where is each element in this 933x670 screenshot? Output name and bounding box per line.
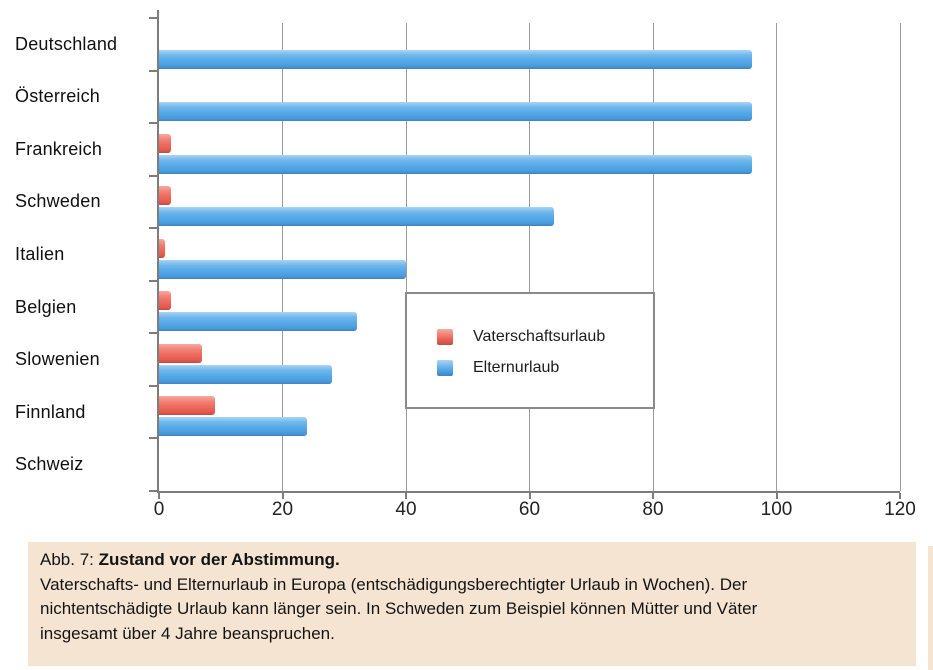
- vaterschaftsurlaub-bar-frankreich: [159, 134, 171, 153]
- legend: [405, 292, 655, 409]
- vaterschaftsurlaub-bar-finnland: [159, 396, 215, 415]
- legend-swatch-icon: [437, 360, 453, 376]
- legend-swatch-icon: [437, 329, 453, 345]
- y-axis-tick: [149, 385, 157, 387]
- elternurlaub-bar-finnland: [159, 417, 307, 436]
- bar-group: [159, 239, 900, 279]
- elternurlaub-bar-italien: [159, 260, 406, 279]
- category-label-slowenien: Slowenien: [15, 349, 100, 370]
- x-tick-label-40: 40: [395, 499, 417, 520]
- category-label-belgien: Belgien: [15, 296, 77, 317]
- caption-heading: [40, 548, 904, 573]
- vaterschaftsurlaub-bar-schweden: [159, 186, 171, 205]
- vaterschaftsurlaub-bar-slowenien: [159, 344, 202, 363]
- elternurlaub-bar-slowenien: [159, 365, 332, 384]
- category-label-frankreich: Frankreich: [15, 138, 103, 159]
- x-tick-label-100: 100: [760, 499, 793, 520]
- caption-line: Vaterschafts- und Elternurlaub in Europa (entschädigungsberechtigter Urlaub in Wochen). Der: [40, 574, 748, 594]
- x-tick-label-20: 20: [271, 499, 294, 520]
- y-axis-labels: [0, 18, 150, 491]
- y-axis-tick: [149, 70, 157, 72]
- category-label-österreich: Österreich: [15, 86, 101, 107]
- category-label-italien: Italien: [15, 243, 65, 264]
- y-axis-tick: [149, 490, 157, 492]
- elternurlaub-bar-frankreich: [159, 155, 752, 174]
- caption-line: insgesamt über 4 Jahre beanspruchen.: [40, 623, 335, 643]
- y-axis-tick: [149, 227, 157, 229]
- bar-group: [159, 134, 900, 174]
- elternurlaub-bar-schweden: [159, 207, 554, 226]
- x-tick-label-60: 60: [518, 499, 541, 520]
- vaterschaftsurlaub-bar-italien: [159, 239, 165, 258]
- category-label-schweiz: Schweiz: [15, 454, 84, 475]
- category-label-schweden: Schweden: [15, 191, 101, 212]
- bar-row-italien: [159, 228, 900, 281]
- legend-label: Vaterschaftsurlaub: [473, 328, 606, 345]
- bar-group: [159, 102, 900, 121]
- y-axis-tick: [149, 175, 157, 177]
- caption-title: Zustand vor der Abstimmung.: [98, 550, 340, 569]
- decorative-strip: [928, 546, 933, 670]
- bar-row-österreich: [159, 71, 900, 124]
- bar-group: [159, 186, 900, 226]
- legend-item-0: [437, 328, 653, 346]
- caption-box: [28, 542, 916, 666]
- bar-group: [159, 50, 900, 69]
- legend-item-1: [437, 359, 653, 377]
- caption-line: nichtentschädigte Urlaub kann länger sein. In Schweden zum Beispiel können Mütter und Väter: [40, 599, 758, 618]
- category-label-deutschland: Deutschland: [15, 33, 118, 54]
- bar-row-schweiz: [159, 438, 900, 491]
- x-tick-label-0: 0: [153, 499, 165, 520]
- elternurlaub-bar-österreich: [159, 102, 752, 121]
- vaterschaftsurlaub-bar-belgien: [159, 291, 171, 310]
- y-axis-tick: [149, 17, 157, 19]
- y-axis-tick: [149, 332, 157, 334]
- x-tick-label-80: 80: [642, 499, 664, 520]
- legend-label: Elternurlaub: [473, 359, 560, 376]
- bar-row-deutschland: [159, 18, 900, 71]
- elternurlaub-bar-belgien: [159, 312, 357, 331]
- y-axis-line: [157, 10, 159, 18]
- y-axis-tick: [149, 280, 157, 282]
- caption-prefix: Abb. 7:: [40, 550, 99, 569]
- bar-row-frankreich: [159, 123, 900, 176]
- bar-row-schweden: [159, 176, 900, 229]
- x-tick-label-120: 120: [884, 499, 916, 520]
- y-axis-tick: [149, 122, 157, 124]
- category-label-finnland: Finnland: [15, 401, 86, 422]
- y-axis-tick: [149, 437, 157, 439]
- elternurlaub-bar-deutschland: [159, 50, 752, 69]
- plot-area: [153, 18, 916, 520]
